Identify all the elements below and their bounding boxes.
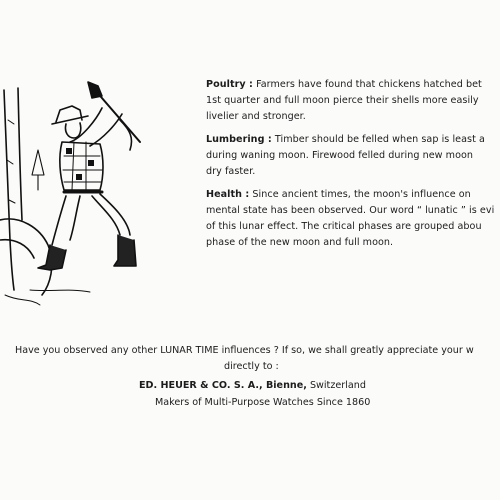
health-text-1: Since ancient times, the moon's influence on bbox=[252, 189, 471, 200]
question-line-2: directly to : bbox=[224, 361, 279, 372]
lumbering-line-1 bbox=[206, 132, 500, 148]
health-heading: Health : bbox=[206, 189, 250, 200]
lumbering-line-3: dry faster. bbox=[206, 166, 256, 177]
poultry-line-3: livelier and stronger. bbox=[206, 111, 306, 122]
question-line-1: Have you observed any other LUNAR TIME influences ? If so, we shall greatly appreciate your w bbox=[15, 345, 474, 356]
health-line-2: mental state has been observed. Our word “ lunatic ” is evi bbox=[206, 205, 495, 216]
poultry-paragraph bbox=[206, 77, 500, 125]
health-paragraph bbox=[206, 187, 500, 251]
health-line-4: phase of the new moon and full moon. bbox=[206, 237, 394, 248]
lumberjack-illustration bbox=[0, 80, 175, 320]
lumbering-paragraph bbox=[206, 132, 500, 180]
poultry-text-1: Farmers have found that chickens hatched bet bbox=[256, 79, 482, 90]
company-name: ED. HEUER & CO. S. A., Bienne, bbox=[139, 380, 307, 391]
lunar-influences-text bbox=[206, 77, 500, 258]
lumbering-heading: Lumbering : bbox=[206, 134, 272, 145]
health-line-1 bbox=[206, 187, 500, 203]
company-country: Switzerland bbox=[309, 380, 366, 391]
poultry-line-1 bbox=[206, 77, 500, 93]
company-tagline: Makers of Multi-Purpose Watches Since 1860 bbox=[155, 397, 371, 408]
company-line bbox=[139, 378, 366, 394]
poultry-line-2: 1st quarter and full moon pierce their shells more easily bbox=[206, 95, 479, 106]
poultry-heading: Poultry : bbox=[206, 79, 253, 90]
health-line-3: of this lunar effect. The critical phases are grouped abou bbox=[206, 221, 482, 232]
lumbering-text-1: Timber should be felled when sap is least a bbox=[274, 134, 485, 145]
lumbering-line-2: during waning moon. Firewood felled during new moon bbox=[206, 150, 474, 161]
